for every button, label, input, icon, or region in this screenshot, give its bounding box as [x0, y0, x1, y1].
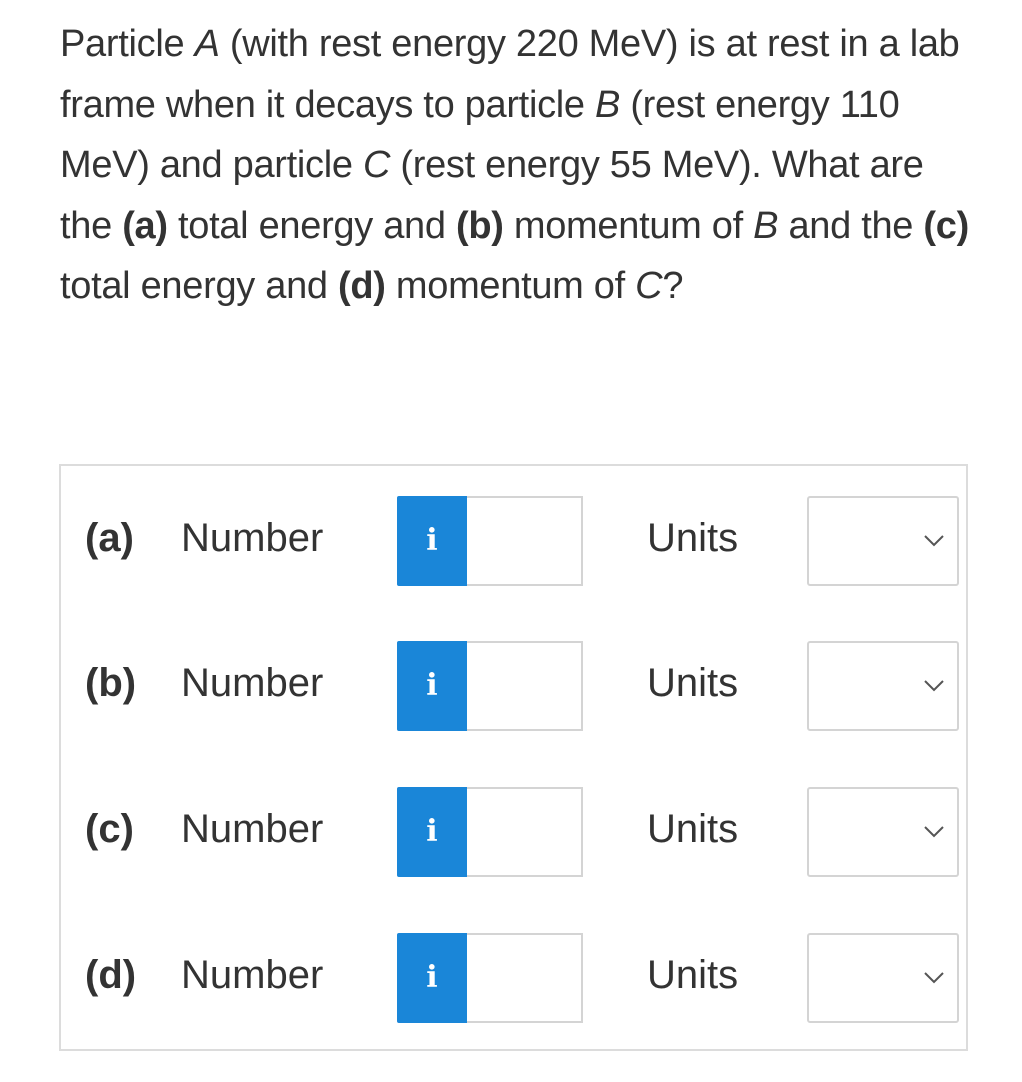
- units-label-c: Units: [647, 807, 739, 851]
- number-label-a: Number: [181, 516, 324, 560]
- part-label-c: (c): [85, 807, 134, 851]
- info-button-c[interactable]: [397, 787, 467, 877]
- answer-row-c: [61, 787, 966, 877]
- part-label-b: (b): [85, 661, 137, 705]
- info-icon: i: [426, 668, 438, 703]
- info-button-a[interactable]: [397, 496, 467, 586]
- answer-row-d: [61, 933, 966, 1023]
- units-label-b: Units: [647, 661, 739, 705]
- info-button-d[interactable]: [397, 933, 467, 1023]
- info-icon: i: [426, 523, 438, 558]
- answer-row-b: [61, 641, 966, 731]
- answer-panel: [59, 464, 968, 1051]
- chevron-down-icon: [923, 971, 945, 985]
- number-input-a[interactable]: [467, 496, 583, 586]
- units-select-d[interactable]: [807, 933, 959, 1023]
- number-input-b[interactable]: [467, 641, 583, 731]
- answer-row-a: [61, 496, 966, 586]
- units-select-c[interactable]: [807, 787, 959, 877]
- info-icon: i: [426, 814, 438, 849]
- units-select-b[interactable]: [807, 641, 959, 731]
- info-icon: i: [426, 960, 438, 995]
- units-label-d: Units: [647, 953, 739, 997]
- chevron-down-icon: [923, 534, 945, 548]
- part-label-d: (d): [85, 953, 137, 997]
- chevron-down-icon: [923, 679, 945, 693]
- question-text: Particle A (with rest energy 220 MeV) is at rest in a lab frame when it decays to particle B (rest energy 110 MeV) and particle C (rest energy 55 MeV). What are the (a) total energy and (b) momentum of B and the (c) total energy and (d) momentum of C?: [60, 23, 969, 307]
- units-select-a[interactable]: [807, 496, 959, 586]
- chevron-down-icon: [923, 825, 945, 839]
- units-label-a: Units: [647, 516, 739, 560]
- info-button-b[interactable]: [397, 641, 467, 731]
- number-label-c: Number: [181, 807, 324, 851]
- number-input-c[interactable]: [467, 787, 583, 877]
- part-label-a: (a): [85, 516, 134, 560]
- number-label-d: Number: [181, 953, 324, 997]
- number-label-b: Number: [181, 661, 324, 705]
- number-input-d[interactable]: [467, 933, 583, 1023]
